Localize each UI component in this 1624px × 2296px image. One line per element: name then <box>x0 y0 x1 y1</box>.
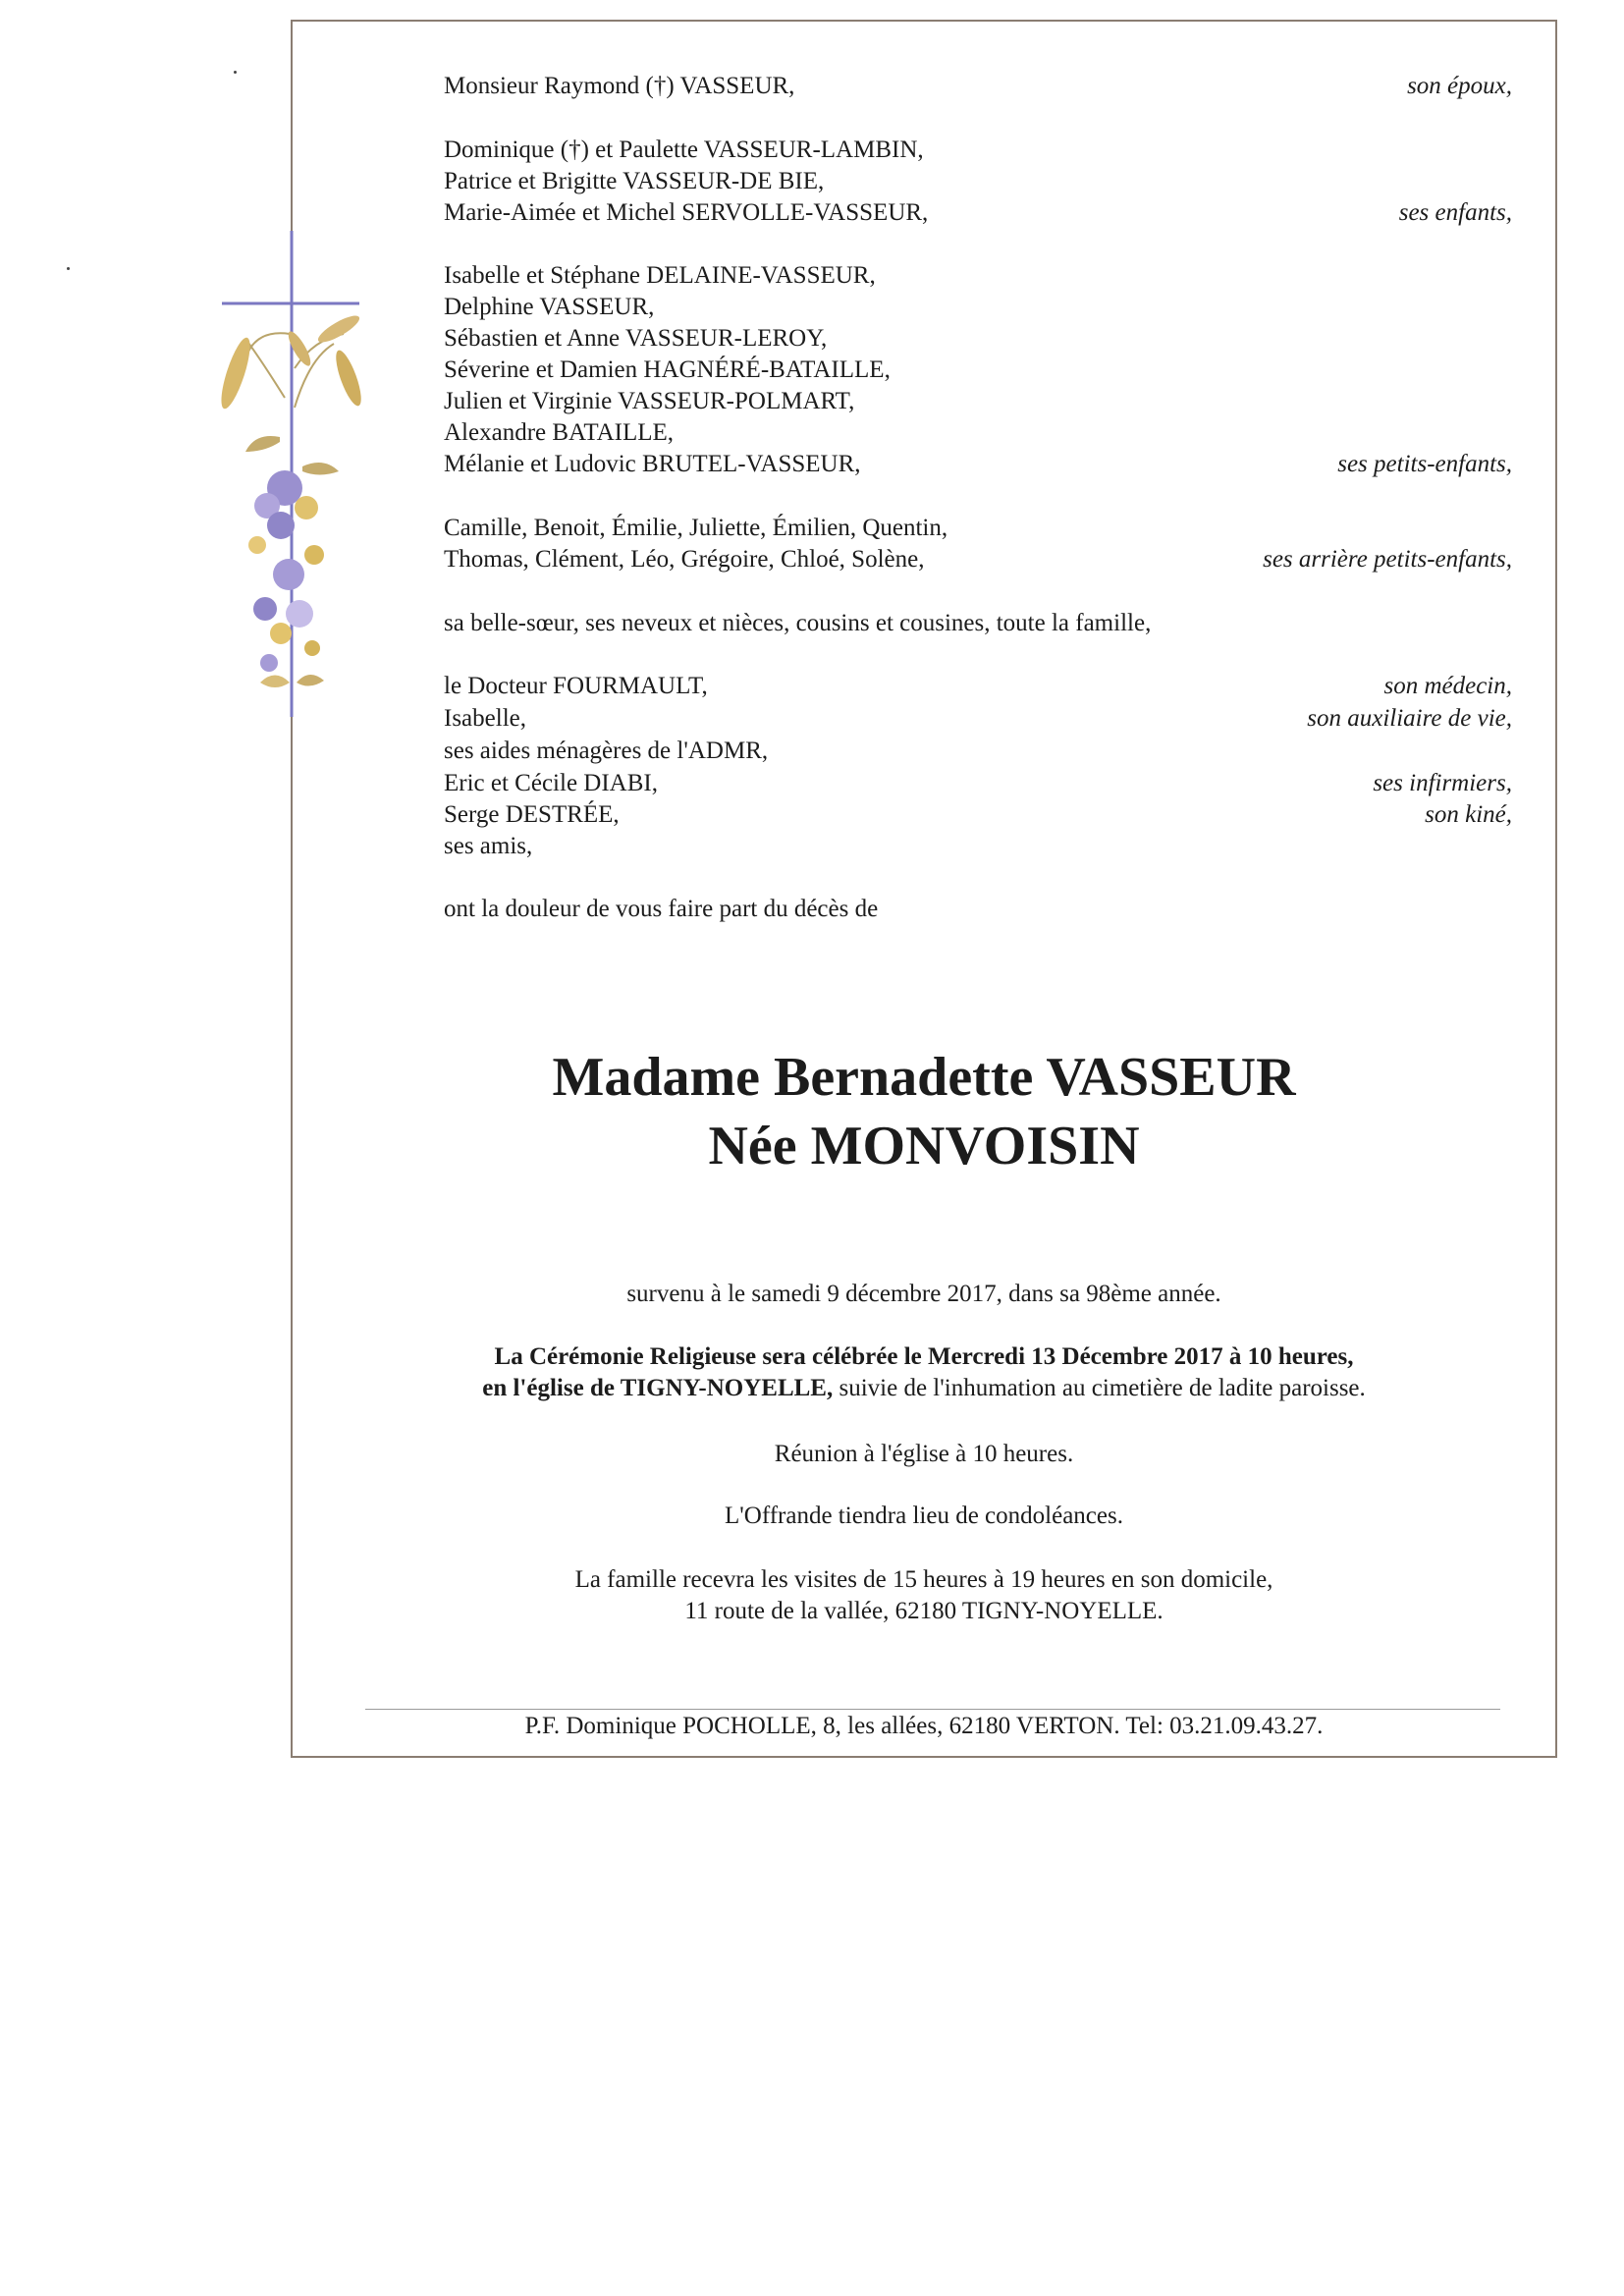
carer-name: Isabelle, <box>444 705 526 732</box>
visits-line-1: La famille recevra les visites de 15 heures à 19 heures en son domicile, <box>574 1566 1273 1593</box>
grandchild-name: Alexandre BATAILLE, <box>444 419 675 446</box>
announcement: ont la douleur de vous faire part du décès de <box>444 896 879 922</box>
grandchild-name: Séverine et Damien HAGNÉRÉ-BATAILLE, <box>444 356 891 383</box>
footer-divider <box>365 1709 1500 1710</box>
carer-name: Eric et Cécile DIABI, <box>444 770 658 796</box>
child-name: Marie-Aimée et Michel SERVOLLE-VASSEUR, <box>444 199 929 226</box>
deceased-name: Madame Bernadette VASSEUR <box>552 1047 1296 1108</box>
carer-name: le Docteur FOURMAULT, <box>444 673 708 699</box>
ceremony-burial: suivie de l'inhumation au cimetière de ladite paroisse. <box>833 1375 1366 1401</box>
children-relation: ses enfants, <box>1398 199 1512 226</box>
scan-speck <box>67 267 70 270</box>
carer-name: Serge DESTRÉE, <box>444 801 620 828</box>
grandchild-name: Isabelle et Stéphane DELAINE-VASSEUR, <box>444 262 876 289</box>
carer-name: ses amis, <box>444 833 533 859</box>
extended-family: sa belle-sœur, ses neveux et nièces, cousins et cousines, toute la famille, <box>444 610 1152 636</box>
carer-relation: son médecin, <box>1383 673 1512 699</box>
great-grandchildren-names: Camille, Benoit, Émilie, Juliette, Émilien, Quentin, <box>444 515 948 541</box>
offering-note: L'Offrande tiendra lieu de condoléances. <box>725 1503 1123 1529</box>
spouse-relation: son époux, <box>1407 73 1512 99</box>
great-grandchildren-relation: ses arrière petits-enfants, <box>1263 546 1512 573</box>
child-name: Dominique (†) et Paulette VASSEUR-LAMBIN, <box>444 137 924 163</box>
meeting-details: Réunion à l'église à 10 heures. <box>774 1441 1074 1467</box>
ceremony-church: en l'église de TIGNY-NOYELLE, <box>482 1375 834 1401</box>
grandchild-name: Mélanie et Ludovic BRUTEL-VASSEUR, <box>444 451 861 477</box>
spouse-name: Monsieur Raymond (†) VASSEUR, <box>444 73 795 99</box>
grandchildren-relation: ses petits-enfants, <box>1337 451 1512 477</box>
death-details: survenu à le samedi 9 décembre 2017, dans sa 98ème année. <box>626 1281 1221 1307</box>
child-name: Patrice et Brigitte VASSEUR-DE BIE, <box>444 168 825 194</box>
visits-line-2: 11 route de la vallée, 62180 TIGNY-NOYELLE. <box>684 1598 1164 1624</box>
ceremony-line-1: La Cérémonie Religieuse sera célébrée le Mercredi 13 Décembre 2017 à 10 heures, <box>494 1343 1354 1370</box>
deceased-maiden-name: Née MONVOISIN <box>708 1116 1140 1176</box>
funeral-home-footer: P.F. Dominique POCHOLLE, 8, les allées, 62180 VERTON. Tel: 03.21.09.43.27. <box>524 1713 1324 1739</box>
grandchild-name: Julien et Virginie VASSEUR-POLMART, <box>444 388 855 414</box>
carer-relation: ses infirmiers, <box>1373 770 1512 796</box>
grandchild-name: Delphine VASSEUR, <box>444 294 655 320</box>
ceremony-line-2 <box>291 1373 1557 1404</box>
scan-speck <box>234 71 237 74</box>
carer-name: ses aides ménagères de l'ADMR, <box>444 738 769 764</box>
grandchild-name: Sébastien et Anne VASSEUR-LEROY, <box>444 325 828 352</box>
carer-relation: son auxiliaire de vie, <box>1307 705 1512 732</box>
great-grandchildren-names: Thomas, Clément, Léo, Grégoire, Chloé, Solène, <box>444 546 925 573</box>
cross-wheat-flowers-icon <box>187 221 383 732</box>
carer-relation: son kiné, <box>1425 801 1512 828</box>
